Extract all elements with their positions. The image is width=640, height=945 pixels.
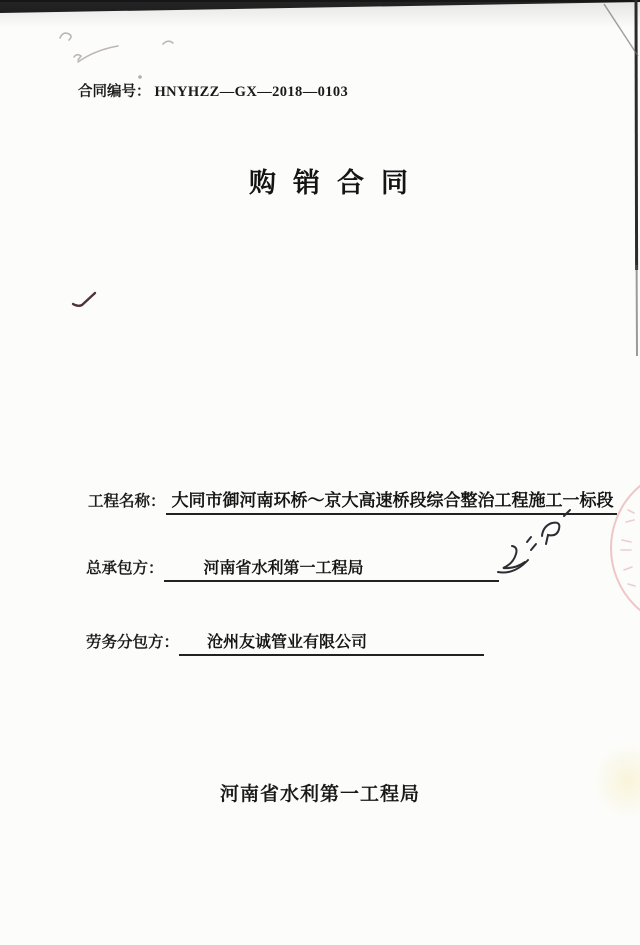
field-row-labor-subcontractor xyxy=(86,629,484,656)
check-mark xyxy=(70,287,100,313)
general-contractor-value: 河南省水利第一工程局 xyxy=(164,555,499,582)
general-contractor-label: 总承包方： xyxy=(86,560,164,577)
contract-number-label: 合同编号： xyxy=(78,84,151,100)
project-name-label: 工程名称： xyxy=(88,493,166,510)
red-seal-inner-text-marks xyxy=(612,492,640,610)
project-name-value: 大同市御河南环桥～京大高速桥段综合整治工程施工一标段 xyxy=(166,486,617,515)
pencil-scribble xyxy=(50,25,200,85)
labor-subcontractor-label: 劳务分包方： xyxy=(86,634,180,651)
footer-organization: 河南省水利第一工程局 xyxy=(219,784,420,805)
handwritten-signature xyxy=(490,508,572,580)
document-title: 购销合同 xyxy=(249,168,425,198)
field-row-general-contractor xyxy=(86,555,499,582)
contract-number-value: HNYHZZ—GX—2018—0103 xyxy=(154,84,349,100)
contract-number-line xyxy=(78,80,348,101)
labor-subcontractor-value: 沧州友诚管业有限公司 xyxy=(179,629,484,656)
